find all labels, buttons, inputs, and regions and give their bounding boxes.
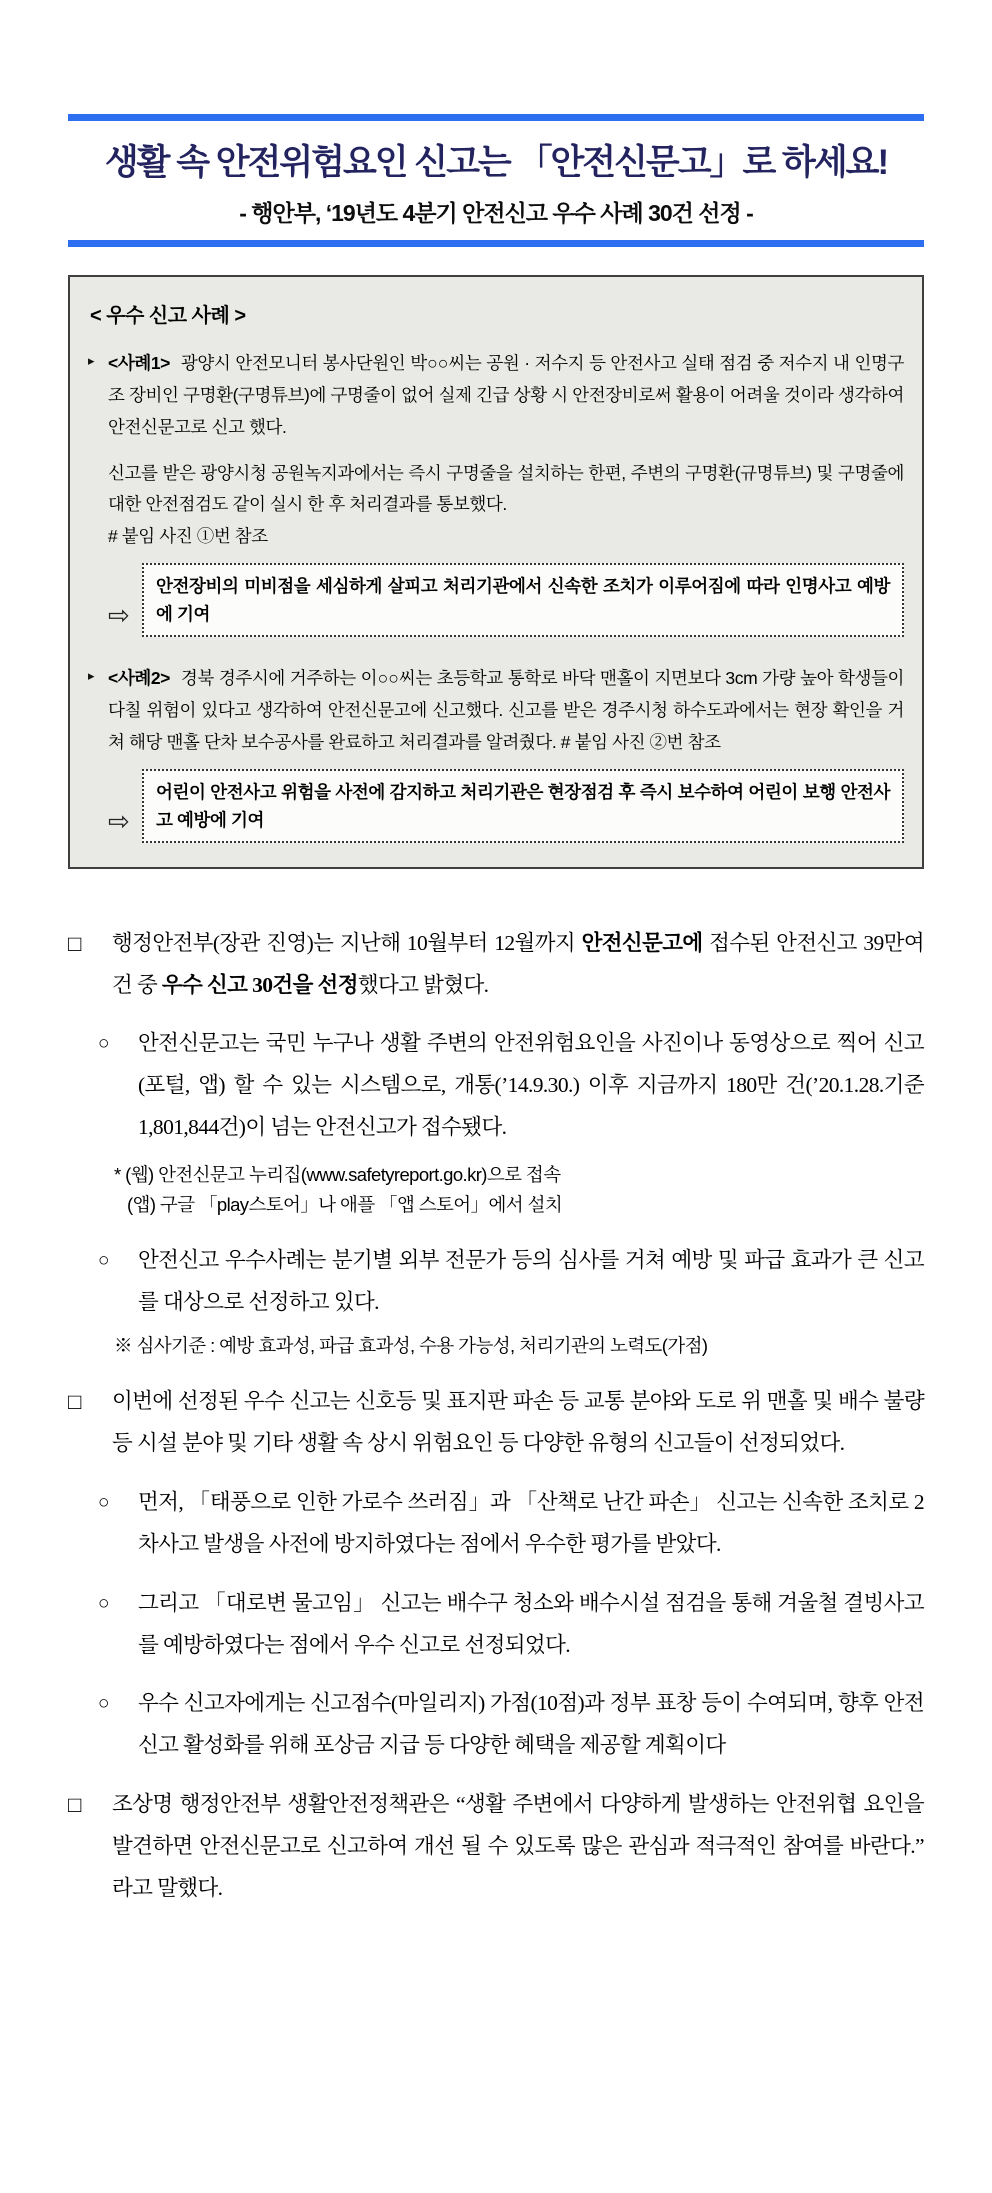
body-paragraph-4-text: 이번에 선정된 우수 신고는 신호등 및 표지판 파손 등 교통 분야와 도로 위 맨홀 및 배수 불량 등 시설 분야 및 기타 생활 속 상시 위험요인 등 다양한 유형의 신고들이 선정되었다. bbox=[112, 1388, 924, 1455]
square-bullet-icon: □ bbox=[68, 930, 81, 956]
p1-bold-segment: 우수 신고 30건을 선정 bbox=[161, 972, 358, 997]
case2-paragraph bbox=[88, 663, 904, 759]
case2-callout-row bbox=[108, 769, 904, 843]
body-paragraph-6-text: 그리고 「대로변 물고임」 신고는 배수구 청소와 배수시설 점검을 통해 겨울철 결빙사고를 예방하였다는 점에서 우수 신고로 선정되었다. bbox=[138, 1590, 924, 1657]
body-paragraph-4 bbox=[68, 1381, 924, 1465]
body-paragraph-6 bbox=[98, 1583, 924, 1667]
p1-segment: 했다고 밝혔다. bbox=[357, 972, 489, 997]
case1-text bbox=[108, 348, 904, 444]
p1-bold-segment: 안전신문고에 bbox=[581, 930, 703, 955]
subtitle-blue-divider bbox=[68, 240, 924, 247]
body-paragraph-5 bbox=[98, 1482, 924, 1566]
app-install-note: (앱) 구글 「play스토어」나 애플 「앱 스토어」에서 설치 bbox=[127, 1194, 563, 1216]
case1-label: <사례1> bbox=[108, 353, 170, 373]
body-paragraph-7-text: 우수 신고자에게는 신고점수(마일리지) 가점(10점)과 정부 표창 등이 수여되며, 향후 안전신고 활성화를 위해 포상금 지급 등 다양한 혜택을 제공할 계획이다 bbox=[138, 1691, 924, 1758]
case2-body: 경북 경주시에 거주하는 이○○씨는 초등학교 통학로 바닥 맨홀이 지면보다 3cm 가량 높아 학생들이 다칠 위험이 있다고 생각하여 안전신문고에 신고했다. 신고를 받은 경주시청 하수도과에서는 현장 확인을 거쳐 해당 맨홀 단차 보수공사를 완료하고 처리결과를 알려줬다. bbox=[108, 668, 904, 752]
p1-segment: 접수된 안전신고 39만여 건 중 bbox=[112, 930, 924, 997]
press-release-page bbox=[0, 114, 992, 1910]
right-arrow-icon: ⇨ bbox=[108, 600, 130, 631]
case2-text bbox=[108, 663, 904, 759]
case2-callout-box: 어린이 안전사고 위험을 사전에 감지하고 처리기관은 현장점검 후 즉시 보수하여 어린이 보행 안전사고 예방에 기여 bbox=[142, 769, 904, 843]
case1-body: 광양시 안전모니터 봉사단원인 박○○씨는 공원 · 저수지 등 안전사고 실태 점검 중 저수지 내 인명구조 장비인 구명환(구명튜브)에 구명줄이 없어 실제 긴급 상황 시 안전장비로써 활용이 어려울 것이라 생각하여 안전신문고로 신고 했다. bbox=[108, 353, 904, 437]
circle-bullet-icon: ○ bbox=[98, 1592, 109, 1614]
body-paragraph-2 bbox=[98, 1023, 924, 1149]
case1-attachment-note: # 붙임 사진 ①번 참조 bbox=[108, 526, 268, 547]
page-subtitle: - 행안부, ‘19년도 4분기 안전신고 우수 사례 30건 선정 - bbox=[239, 200, 753, 226]
case-box-heading: < 우수 신고 사례 > bbox=[90, 305, 246, 327]
body-paragraph-2-text: 안전신문고는 국민 누구나 생활 주변의 안전위험요인을 사진이나 동영상으로 찍어 신고(포털, 앱) 할 수 있는 시스템으로, 개통(’14.9.30.) 이후 지금까지 180만 건(’20.1.28.기준 1,801,844건)이 넘는 안전신고가 접수됐다. bbox=[138, 1031, 924, 1140]
top-blue-divider bbox=[68, 114, 924, 121]
body-paragraph-7 bbox=[98, 1683, 924, 1767]
triangle-bullet-icon: ▸ bbox=[88, 668, 95, 684]
case1-followup bbox=[108, 458, 904, 554]
circle-bullet-icon: ○ bbox=[98, 1033, 109, 1055]
p1-segment: 행정안전부(장관 진영)는 지난해 10월부터 12월까지 bbox=[112, 930, 582, 955]
page-title: 생활 속 안전위험요인 신고는 「안전신문고」로 하세요! bbox=[104, 143, 888, 182]
web-app-reference-notes bbox=[114, 1160, 924, 1220]
criteria-note-text: ※ 심사기준 : 예방 효과성, 파급 효과성, 수용 가능성, 처리기관의 노력도(가점) bbox=[114, 1334, 708, 1356]
body-paragraph-8-text: 조상명 행정안전부 생활안전정책관은 “생활 주변에서 다양하게 발생하는 안전위협 요인을 발견하면 안전신문고로 신고하여 개선 될 수 있도록 많은 관심과 적극적인 참여를 바란다.” 라고 말했다. bbox=[112, 1792, 924, 1901]
circle-bullet-icon: ○ bbox=[98, 1491, 109, 1513]
case1-paragraph bbox=[88, 348, 904, 444]
document-body bbox=[68, 923, 924, 1911]
case2-label: <사례2> bbox=[108, 668, 170, 689]
circle-bullet-icon: ○ bbox=[98, 1693, 109, 1715]
case-examples-box bbox=[68, 275, 924, 869]
body-paragraph-3-text: 안전신고 우수사례는 분기별 외부 전문가 등의 심사를 거쳐 예방 및 파급 효과가 큰 신고를 대상으로 선정하고 있다. bbox=[138, 1248, 924, 1315]
body-paragraph-5-text: 먼저, 「태풍으로 인한 가로수 쓰러짐」과 「산책로 난간 파손」 신고는 신속한 조치로 2차사고 발생을 사전에 방지하였다는 점에서 우수한 평가를 받았다. bbox=[138, 1489, 924, 1556]
case1-callout-row bbox=[108, 563, 904, 637]
case1-followup-text: 신고를 받은 광양시청 공원녹지과에서는 즉시 구명줄을 설치하는 한편, 주변의 구명환(규명튜브) 및 구명줄에 대한 안전점검도 같이 실시 한 후 처리결과를 통보했다. bbox=[108, 462, 904, 515]
body-paragraph-1-text bbox=[112, 923, 924, 1007]
body-paragraph-1 bbox=[68, 923, 924, 1007]
body-paragraph-8 bbox=[68, 1784, 924, 1910]
square-bullet-icon: □ bbox=[68, 1792, 81, 1818]
right-arrow-icon: ⇨ bbox=[108, 805, 130, 836]
body-paragraph-3 bbox=[98, 1240, 924, 1324]
square-bullet-icon: □ bbox=[68, 1388, 81, 1414]
triangle-bullet-icon: ▸ bbox=[88, 353, 95, 368]
case1-callout-box: 안전장비의 미비점을 세심하게 살피고 처리기관에서 신속한 조치가 이루어짐에 따라 인명사고 예방에 기여 bbox=[142, 563, 904, 637]
review-criteria-note bbox=[114, 1331, 924, 1361]
case2-attachment-note: # 붙임 사진 ②번 참조 bbox=[560, 731, 721, 752]
web-access-note: * (웹) 안전신문고 누리집(www.safetyreport.go.kr)으로 접속 bbox=[114, 1164, 561, 1186]
circle-bullet-icon: ○ bbox=[98, 1250, 109, 1272]
